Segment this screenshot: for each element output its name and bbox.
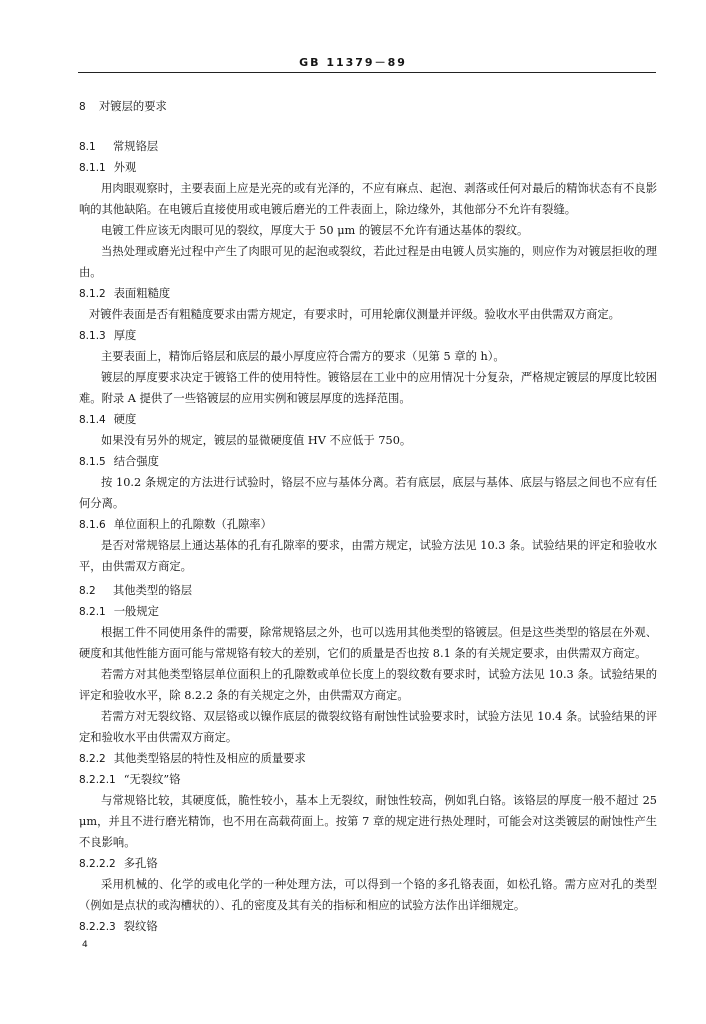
body-paragraph: 若需方对无裂纹铬、双层铬或以镍作底层的微裂纹铬有耐蚀性试验要求时，试验方法见 10.4 条。试验结果的评定和验收水平由供需双方商定。 [79,710,657,744]
section-title: 一般规定 [113,605,159,618]
page-number: 4 [82,940,88,950]
section-number: 8.1.6 [79,519,106,531]
body-paragraph: 采用机械的、化学的或电化学的一种处理方法，可以得到一个铬的多孔铬表面，如松孔铬。需方应对孔的类型（例如是点状的或沟槽状的）、孔的密度及其有关的指标和相应的试验方法作出详细规定。 [79,878,657,912]
section-heading-8 [79,96,657,133]
section-number: 8.1.5 [79,456,106,468]
document-body [79,96,657,937]
body-paragraph: 如果没有另外的规定，镀层的显微硬度值 HV 不应低于 750。 [101,434,412,447]
body-paragraph: 按 10.2 条规定的方法进行试验时，铬层不应与基体分离。若有底层，底层与基体、底层与铬层之间也不应有任何分离。 [79,476,657,510]
section-number: 8 [79,101,86,113]
section-title: 常规铬层 [113,140,159,153]
section-heading-8-1-4 [79,409,657,430]
section-heading-8-2-2-2 [79,853,657,874]
section-number: 8.1.4 [79,414,106,426]
header-rule [78,72,656,73]
section-heading-8-1-5 [79,451,657,472]
section-title: 裂纹铬 [123,920,158,933]
section-heading-8-2-2-1 [79,769,657,790]
section-title: 其他类型铬层的特性及相应的质量要求 [113,752,306,765]
section-number: 8.2.2.1 [79,774,116,786]
section-number: 8.2.2.3 [79,921,116,933]
section-heading-8-2-2 [79,748,657,769]
body-paragraph: 根据工件不同使用条件的需要，除常规铬层之外，也可以选用其他类型的铬镀层。但是这些类型的铬层在外观、硬度和其他性能方面可能与常规铬有较大的差别，它们的质量是否也按 8.1 条的有关规定要求，由供需双方商定。 [79,626,657,660]
section-number: 8.2 [79,585,96,597]
section-title: 多孔铬 [123,857,158,870]
section-title: 外观 [113,161,137,174]
section-number: 8.1.3 [79,330,106,342]
section-number: 8.1 [79,141,96,153]
section-heading-8-2-2-3 [79,916,657,937]
section-title: 对镀层的要求 [99,100,167,113]
body-paragraph: 若需方对其他类型铬层单位面积上的孔隙数或单位长度上的裂纹数有要求时，试验方法见 10.3 条。试验结果的评定和验收水平，除 8.2.2 条的有关规定之外，由供需双方商定。 [79,668,657,702]
section-title: 厚度 [113,329,137,342]
section-title: 结合强度 [113,455,159,468]
section-heading-8-1-1 [79,157,657,178]
body-paragraph: 当热处理或磨光过程中产生了肉眼可见的起泡或裂纹，若此过程是由电镀人员实施的，则应作为对镀层拒收的理由。 [79,245,657,279]
body-paragraph: 对镀件表面是否有粗糙度要求由需方规定，有要求时，可用轮廓仪测量并评级。验收水平由供需双方商定。 [89,308,620,321]
section-heading-8-1 [79,136,657,157]
section-number: 8.2.1 [79,606,106,618]
section-heading-8-2-1 [79,601,657,622]
section-heading-8-2 [79,580,657,601]
body-paragraph: 是否对常规铬层上通达基体的孔有孔隙率的要求，由需方规定，试验方法见 10.3 条。试验结果的评定和验收水平，由供需双方商定。 [79,539,657,573]
section-heading-8-1-6 [79,514,657,535]
section-heading-8-1-2 [79,283,657,304]
section-title: 表面粗糙度 [113,287,171,300]
body-paragraph: 主要表面上，精饰后铬层和底层的最小厚度应符合需方的要求（见第 5 章的 h）。 [101,350,505,363]
body-paragraph: 用肉眼观察时，主要表面上应是光亮的或有光泽的，不应有麻点、起泡、剥落或任何对最后的精饰状态有不良影响的其他缺陷。在电镀后直接使用或电镀后磨光的工件表面上，除边缘外，其他部分不允许有裂缝。 [79,182,657,216]
section-title: 其他类型的铬层 [113,584,193,597]
section-heading-8-1-3 [79,325,657,346]
page-header-standard-code: GB 11379－89 [299,56,407,69]
body-paragraph: 电镀工件应该无肉眼可见的裂纹，厚度大于 50 μm 的镀层不允许有通达基体的裂纹。 [101,224,529,237]
section-title: 硬度 [113,413,137,426]
section-number: 8.2.2.2 [79,858,116,870]
section-number: 8.1.1 [79,162,106,174]
body-paragraph: 与常规铬比较，其硬度低，脆性较小，基本上无裂纹，耐蚀性较高，例如乳白铬。该铬层的厚度一般不超过 25 μm，并且不进行磨光精饰，也不用在高载荷面上。按第 7 章的规定进行热处理时，可能会对这类镀层的耐蚀性产生不良影响。 [79,794,657,849]
section-title: “无裂纹”铬 [123,773,181,786]
section-number: 8.1.2 [79,288,106,300]
body-paragraph: 镀层的厚度要求决定于镀铬工件的使用特性。镀铬层在工业中的应用情况十分复杂，严格规定镀层的厚度比较困难。附录 A 提供了一些铬镀层的应用实例和镀层厚度的选择范围。 [79,371,657,405]
section-title: 单位面积上的孔隙数（孔隙率） [113,518,272,531]
section-number: 8.2.2 [79,753,106,765]
